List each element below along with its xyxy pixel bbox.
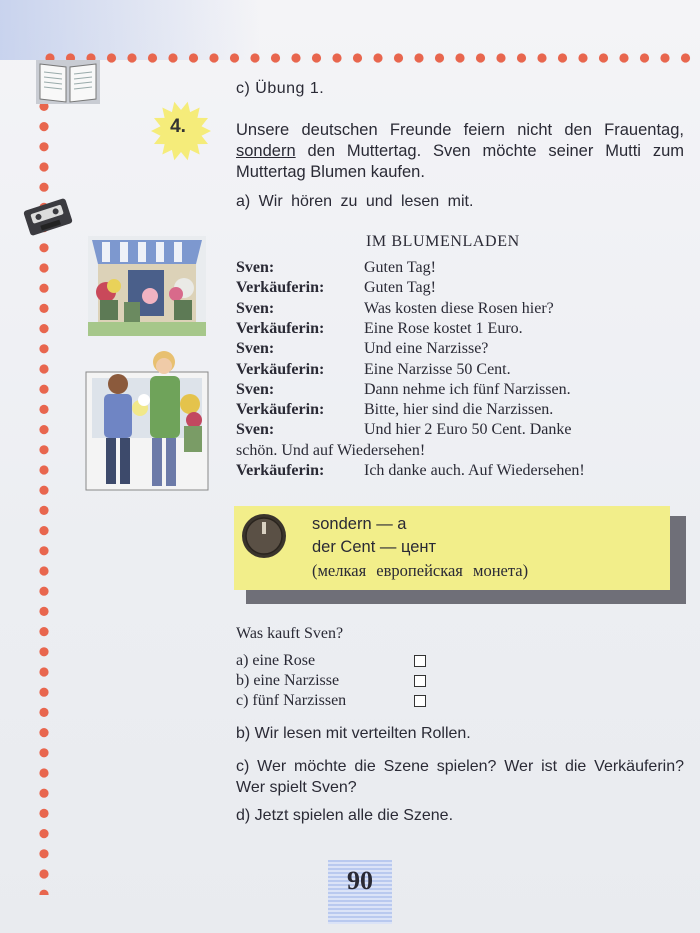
page-number: 90 bbox=[347, 866, 373, 895]
dialog-speaker: Sven: bbox=[236, 259, 275, 276]
vocab-line-2: der Cent — цент bbox=[312, 538, 437, 556]
dialog-title: IM BLUMENLADEN bbox=[366, 233, 520, 250]
choice-label: b) eine Narzisse bbox=[236, 672, 340, 689]
task-intro bbox=[236, 120, 684, 183]
dialog-speaker: Sven: bbox=[236, 421, 275, 439]
dialog-speaker: Verkäuferin: bbox=[236, 319, 325, 337]
dialog-speaker: Verkäuferin: bbox=[236, 462, 325, 479]
shop-scene-illustration bbox=[82, 348, 212, 496]
dialog-speaker: Sven: bbox=[236, 299, 275, 317]
dialog-text: Dann nehme ich fünf Narzissen. bbox=[364, 380, 571, 398]
dialog-text: Was kosten diese Rosen hier? bbox=[364, 299, 554, 317]
open-book-icon bbox=[32, 58, 104, 108]
step-a: a) Wir hören zu und lesen mit. bbox=[236, 193, 474, 210]
dotted-border-left bbox=[38, 60, 50, 895]
corner-tint bbox=[0, 0, 260, 60]
step-d: d) Jetzt spielen alle die Szene. bbox=[236, 807, 454, 824]
flower-shop-illustration bbox=[88, 236, 206, 336]
dialog-speaker: Sven: bbox=[236, 340, 275, 358]
dialog-text: Bitte, hier sind die Narzissen. bbox=[364, 401, 554, 419]
dialog-text: Guten Tag! bbox=[364, 259, 436, 276]
task-number: 4. bbox=[170, 116, 186, 137]
checkbox[interactable] bbox=[414, 655, 426, 667]
intro-underlined-word: sondern bbox=[236, 142, 296, 160]
dialog-text: Ich danke auch. Auf Wiedersehen! bbox=[364, 462, 585, 479]
checkbox[interactable] bbox=[414, 695, 426, 707]
exercise-label: c) Übung 1. bbox=[236, 80, 325, 97]
dialog-speaker: Verkäuferin: bbox=[236, 360, 325, 378]
question: Was kauft Sven? bbox=[236, 625, 344, 642]
intro-text-after: den Muttertag. Sven möchte seiner Mutti zum Muttertag Blumen kaufen. bbox=[236, 142, 684, 181]
vocab-line-3: (мелкая европейская монета) bbox=[312, 561, 529, 580]
vocab-text bbox=[312, 513, 662, 582]
dialog-text: Und hier 2 Euro 50 Cent. Danke bbox=[364, 421, 572, 439]
dialog-text: Und eine Narzisse? bbox=[364, 340, 489, 358]
dialog-text: Eine Rose kostet 1 Euro. bbox=[364, 319, 523, 337]
cassette-icon bbox=[22, 196, 74, 238]
vocab-line-1: sondern — а bbox=[312, 515, 407, 533]
dialog-speaker: Verkäuferin: bbox=[236, 279, 325, 297]
dialog-text: Eine Narzisse 50 Cent. bbox=[364, 360, 511, 378]
checkbox[interactable] bbox=[414, 675, 426, 687]
choice-label: a) eine Rose bbox=[236, 652, 316, 669]
intro-text-before: Unsere deutschen Freunde feiern nicht den Frauentag, bbox=[236, 121, 684, 139]
dialog-speaker: Sven: bbox=[236, 380, 275, 398]
dialog-text: Guten Tag! bbox=[364, 279, 436, 297]
step-c: c) Wer möchte die Szene spielen? Wer ist die Verkäuferin? Wer spielt Sven? bbox=[236, 758, 684, 796]
dialog-speaker: Verkäuferin: bbox=[236, 401, 325, 419]
step-b: b) Wir lesen mit verteilten Rollen. bbox=[236, 725, 471, 742]
coin-icon bbox=[241, 513, 287, 559]
dialog-text: schön. Und auf Wiedersehen! bbox=[236, 441, 426, 459]
choice-label: c) fünf Narzissen bbox=[236, 692, 347, 709]
dotted-border-top bbox=[44, 52, 700, 64]
